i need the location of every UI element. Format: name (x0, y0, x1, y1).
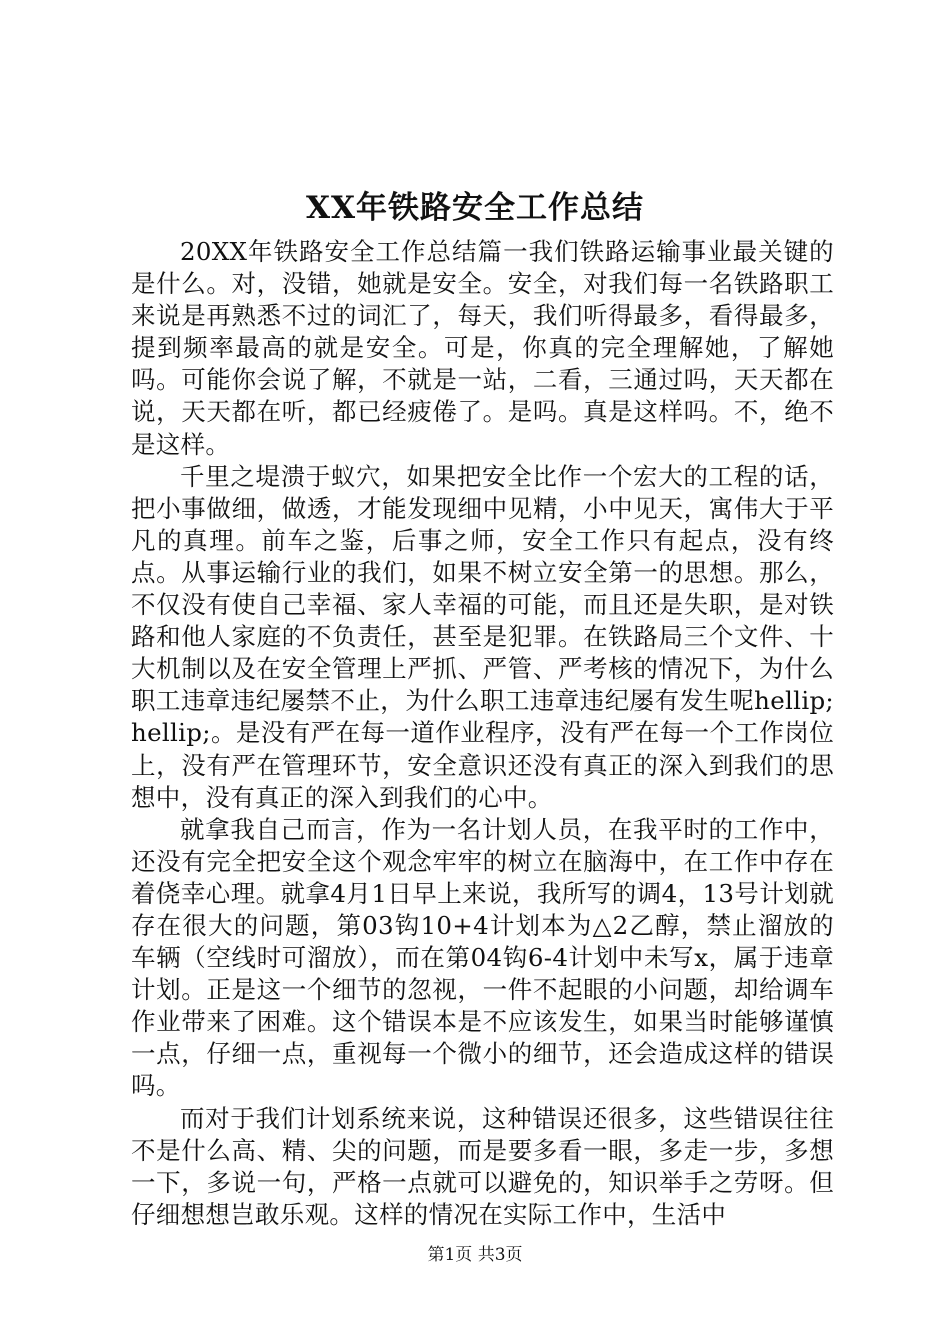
paragraph: 而对于我们计划系统来说，这种错误还很多，这些错误往往不是什么高、精、尖的问题，而是要多看一眼，多走一步，多想一下，多说一句，严格一点就可以避免的，知识举手之劳呀。但仔细想想岂敢乐观。这样的情况在实际工作中，生活中 (131, 1103, 834, 1229)
document-body (131, 236, 834, 1231)
paragraph: 20XX年铁路安全工作总结篇一我们铁路运输事业最关键的是什么。对，没错，她就是安全。安全，对我们每一名铁路职工来说是再熟悉不过的词汇了，每天，我们听得最多，看得最多，提到频率最高的就是安全。可是，你真的完全理解她，了解她吗。可能你会说了解，不就是一站，二看，三通过吗，天天都在说，天天都在听，都已经疲倦了。是吗。真是这样吗。不，绝不是这样。 (131, 237, 834, 459)
paragraph: 就拿我自己而言，作为一名计划人员，在我平时的工作中，还没有完全把安全这个观念牢牢的树立在脑海中，在工作中存在着侥幸心理。就拿4月1日早上来说，我所写的调4，13号计划就存在很大的问题，第03钩10+4计划本为△2乙醇，禁止溜放的车辆（空线时可溜放），而在第04钩6-4计划中未写x，属于违章计划。正是这一个细节的忽视，一件不起眼的小问题，却给调车作业带来了困难。这个错误本是不应该发生，如果当时能够谨慎一点，仔细一点，重视每一个微小的细节，还会造成这样的错误吗。 (131, 814, 834, 1101)
page-number-footer: 第1页 共3页 (427, 1245, 523, 1265)
document-title: XX年铁路安全工作总结 (305, 190, 645, 226)
paragraph: 千里之堤溃于蚁穴，如果把安全比作一个宏大的工程的话，把小事做细，做透，才能发现细中见精，小中见天，寓伟大于平凡的真理。前车之鉴，后事之师，安全工作只有起点，没有终点。从事运输行业的我们，如果不树立安全第一的思想。那么，不仅没有使自己幸福、家人幸福的可能，而且还是失职，是对铁路和他人家庭的不负责任，甚至是犯罪。在铁路局三个文件、十大机制以及在安全管理上严抓、严管、严考核的情况下，为什么职工违章违纪屡禁不止，为什么职工违章违纪屡有发生呢hellip;hellip;。是没有严在每一道作业程序，没有严在每一个工作岗位上，没有严在管理环节，安全意识还没有真正的深入到我们的思想中，没有真正的深入到我们的心中。 (131, 461, 834, 812)
